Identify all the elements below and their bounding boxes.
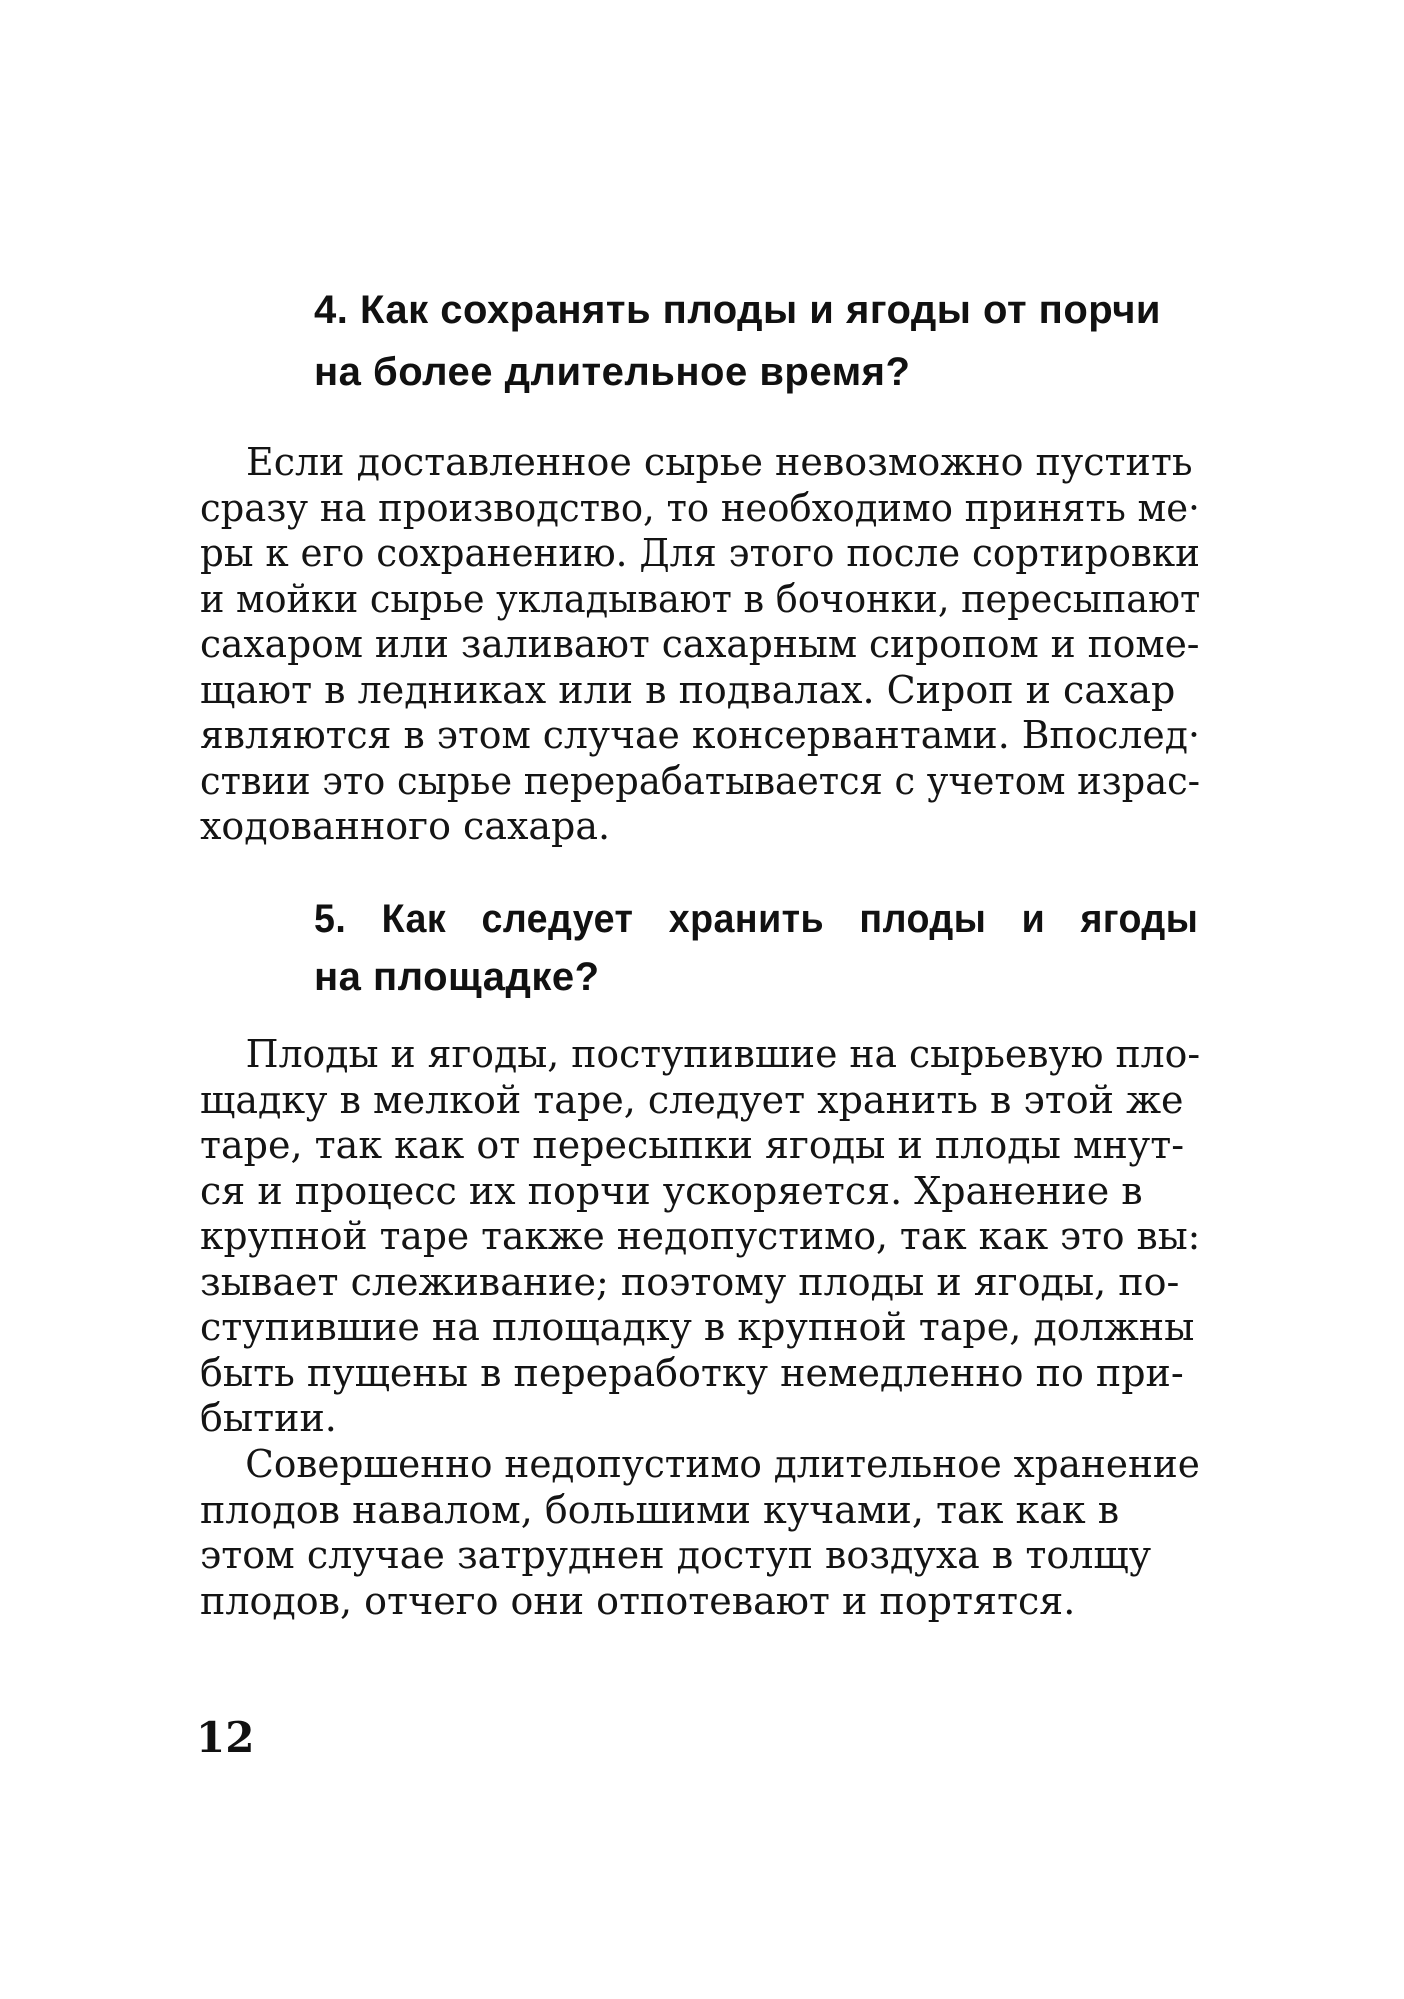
section-4-paragraph: [200, 440, 1200, 850]
section-4-heading: [314, 279, 1198, 403]
section-5-heading: [314, 890, 1198, 1006]
text-line: ходованного сахара.: [200, 804, 611, 848]
text-line: Совершенно недопустимо длительное хранение: [245, 1442, 1200, 1486]
text-line: ствии это сырье перерабатывается с учетом израс-: [200, 758, 1201, 803]
text-line: ся и процесс их порчи ускоряется. Хранение в: [200, 1168, 1143, 1213]
section-5-paragraph-2: [200, 1442, 1200, 1624]
heading-line: [314, 279, 1161, 341]
text-line: бытии.: [200, 1396, 337, 1440]
text-line: и мойки сырье укладывают в бочонки, пересыпают: [200, 576, 1201, 621]
heading-line: на площадке?: [314, 955, 600, 999]
text-line: являются в этом случае консервантами. Впослед·: [200, 713, 1200, 757]
heading-text: 4. Как сохранять плоды и ягоды от порчи: [314, 288, 1161, 332]
text-line: ры к его сохранению. Для этого после сортировки: [200, 531, 1200, 575]
text-line: крупной таре также недопустимо, так как это вы:: [200, 1214, 1201, 1258]
text-line: сахаром или заливают сахарным сиропом и поме-: [200, 622, 1200, 666]
section-5-paragraph-1: [200, 1032, 1200, 1442]
text-line: плодов, отчего они отпотевают и портятся.: [200, 1578, 1076, 1623]
text-line: щадку в мелкой таре, следует хранить в этой же: [200, 1077, 1184, 1122]
text-line: сразу на производство, то необходимо принять ме·: [200, 485, 1200, 530]
text-line: Плоды и ягоды, поступившие на сырьевую пло-: [245, 1032, 1201, 1076]
text-line: таре, так как от пересыпки ягоды и плоды мнут-: [200, 1123, 1185, 1167]
text-line: быть пущены в переработку немедленно по при-: [200, 1350, 1184, 1395]
page-number: 12: [196, 1713, 255, 1762]
text-line: Если доставленное сырье невозможно пустить: [246, 440, 1193, 484]
heading-line: 5. Как следует хранить плоды и ягоды: [314, 897, 1199, 941]
text-line: этом случае затруднен доступ воздуха в толщу: [200, 1533, 1152, 1577]
text-line: зывает слеживание; поэтому плоды и ягоды, по-: [200, 1259, 1180, 1304]
text-line: щают в ледниках или в подвалах. Сироп и сахар: [200, 667, 1176, 712]
text-line: плодов навалом, большими кучами, так как в: [200, 1487, 1120, 1532]
heading-line: на более длительное время?: [314, 350, 911, 394]
text-line: ступившие на площадку в крупной таре, должны: [200, 1305, 1195, 1349]
